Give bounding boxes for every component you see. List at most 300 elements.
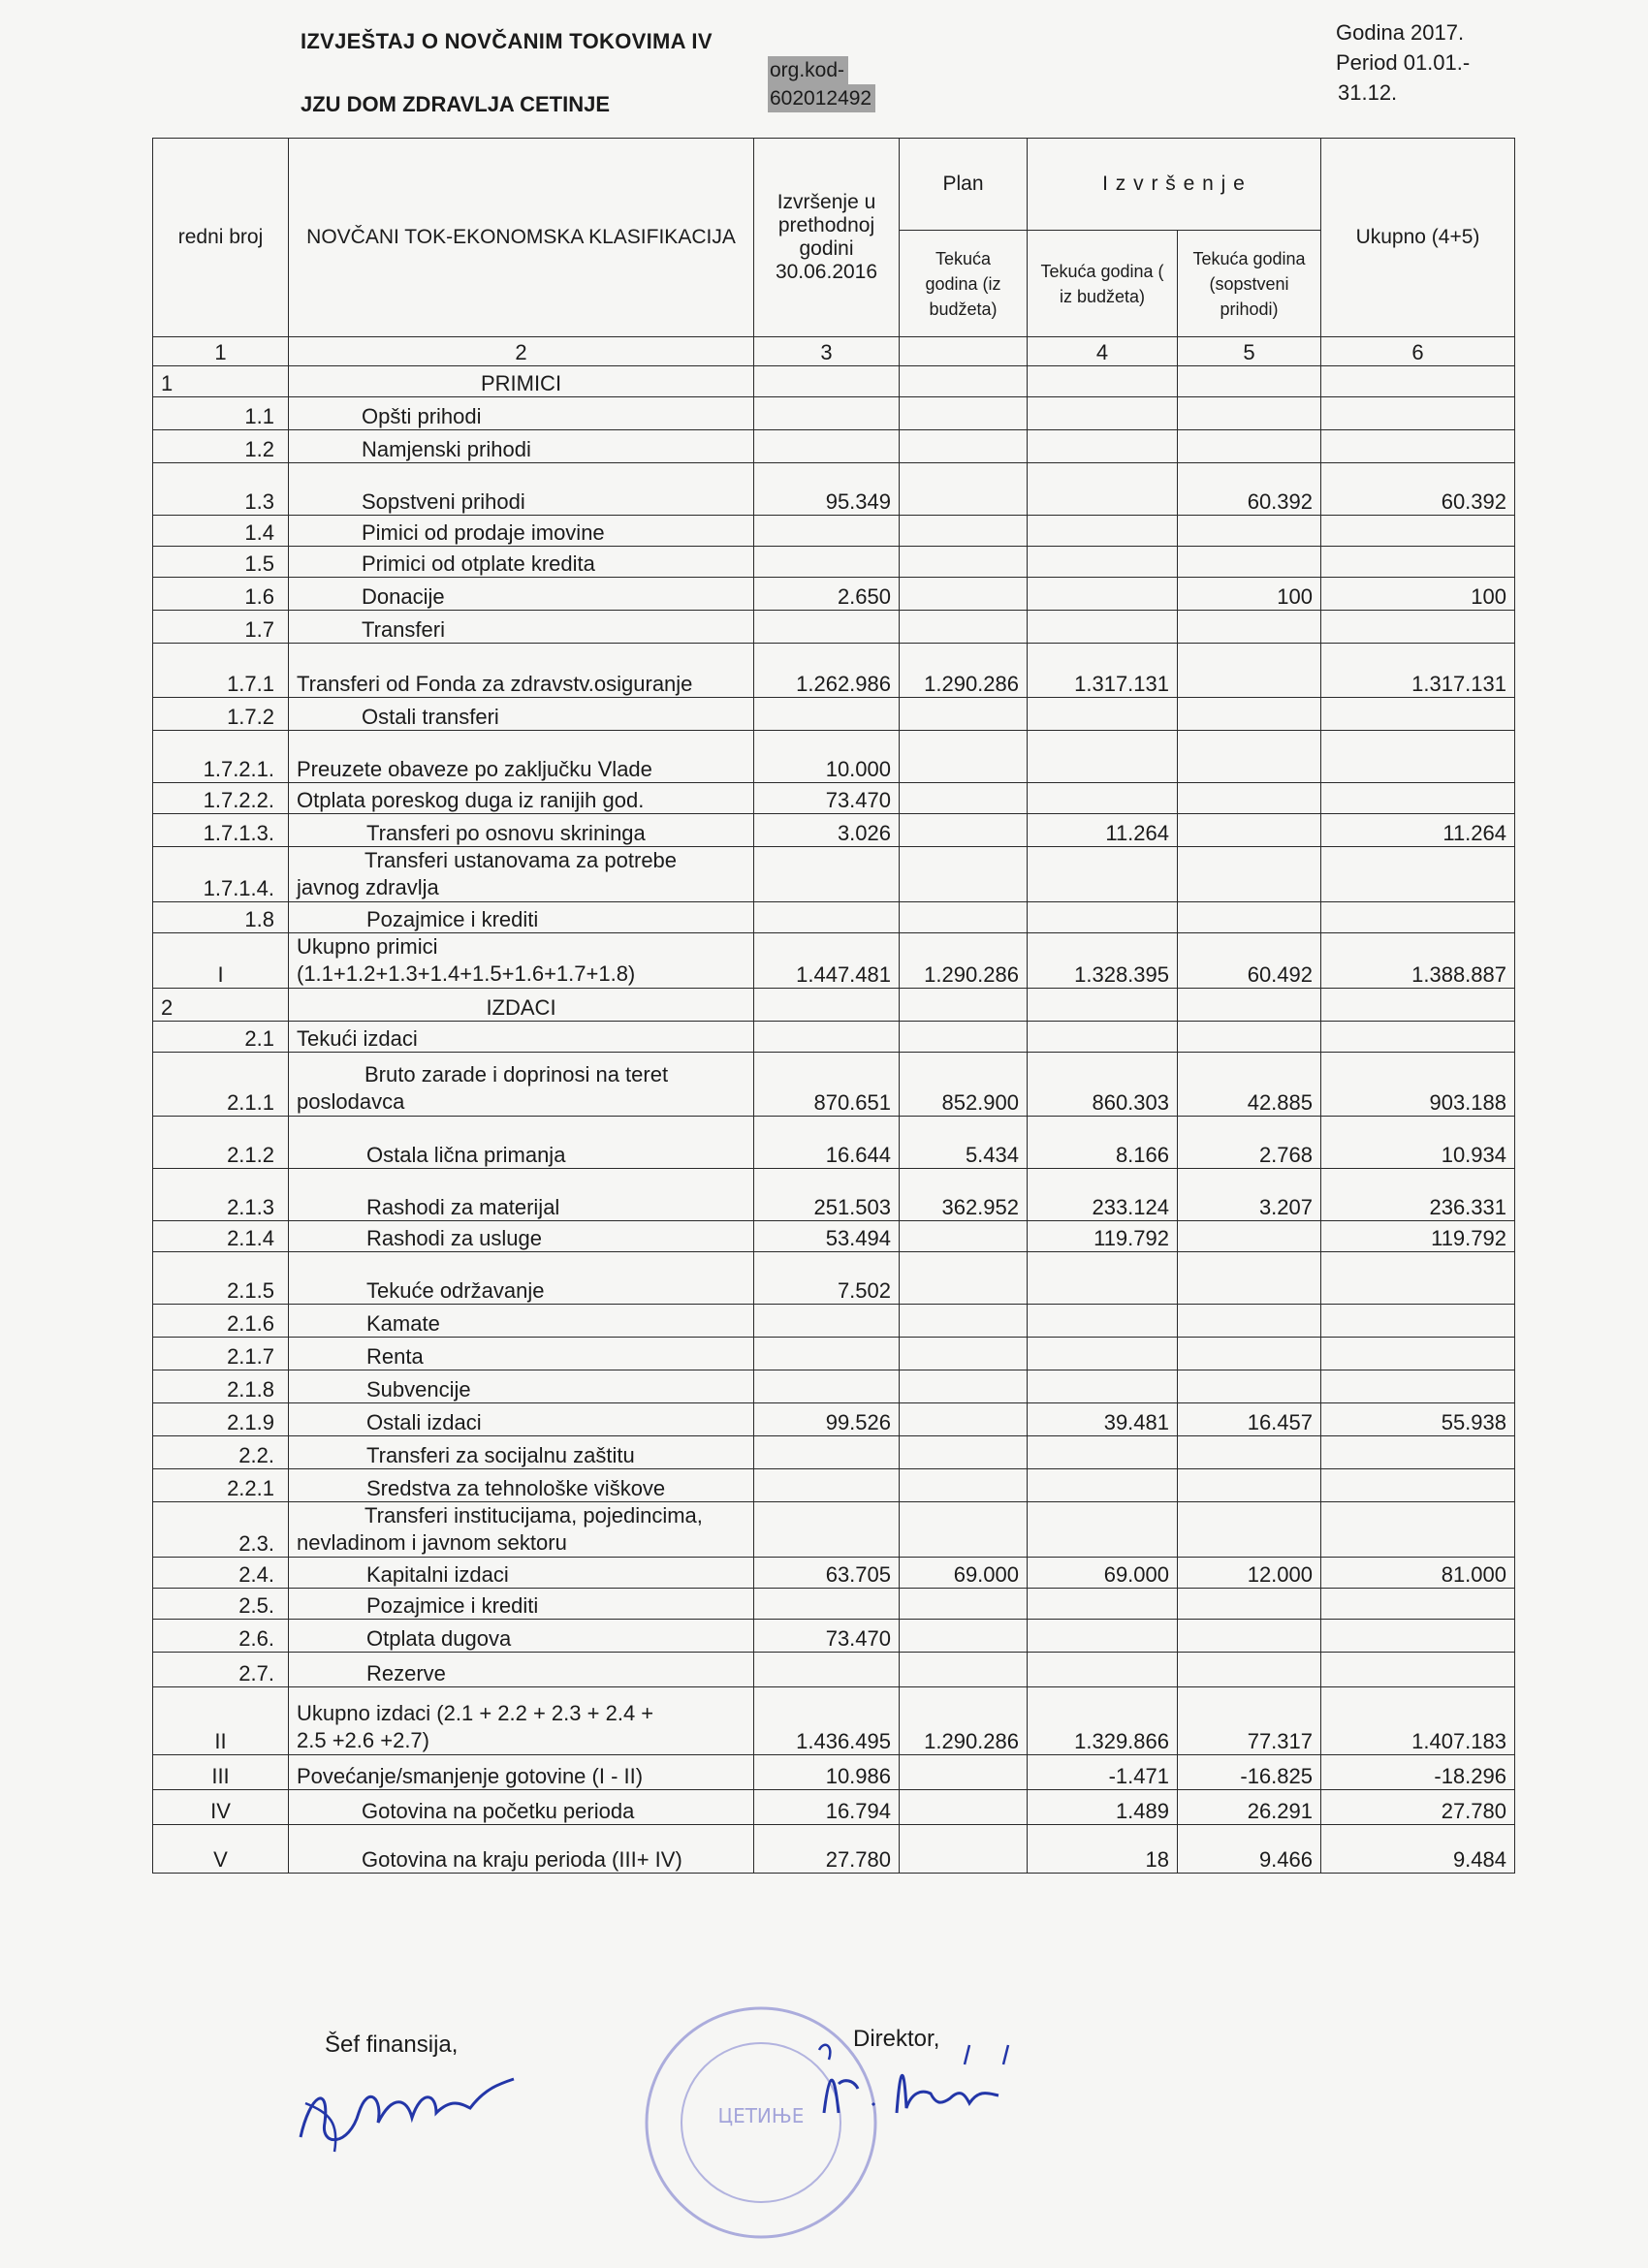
value-tot <box>1321 1589 1515 1620</box>
row-label-line: Bruto zarade i doprinosi na teret <box>364 1062 669 1087</box>
table-row <box>153 1169 1515 1221</box>
value-plan: 362.952 <box>900 1169 1028 1221</box>
value-bud <box>1028 1502 1178 1558</box>
value-sop: 9.466 <box>1178 1825 1321 1874</box>
table-row <box>153 902 1515 933</box>
value-plan <box>900 1755 1028 1790</box>
row-label: Gotovina na početku perioda <box>289 1790 754 1825</box>
value-prev: 251.503 <box>754 1169 900 1221</box>
value-sop <box>1178 1221 1321 1252</box>
row-label: Donacije <box>289 578 754 611</box>
table-row <box>153 547 1515 578</box>
value-tot <box>1321 547 1515 578</box>
value-sop <box>1178 698 1321 731</box>
value-sop <box>1178 611 1321 644</box>
row-label: Subvencije <box>289 1370 754 1403</box>
row-number: 1.7.1.4. <box>153 847 289 902</box>
table-row <box>153 1589 1515 1620</box>
value-sop: 42.885 <box>1178 1053 1321 1117</box>
value-plan <box>900 547 1028 578</box>
value-plan <box>900 1502 1028 1558</box>
table-row <box>153 1338 1515 1370</box>
row-number: 1.7.2 <box>153 698 289 731</box>
row-number: III <box>153 1755 289 1790</box>
row-number: 2.2.1 <box>153 1469 289 1502</box>
org-code-label: org.kod- <box>768 56 848 84</box>
table-row <box>153 1653 1515 1687</box>
value-tot: 1.317.131 <box>1321 644 1515 698</box>
value-plan <box>900 1436 1028 1469</box>
value-prev <box>754 516 900 547</box>
value-bud <box>1028 1022 1178 1053</box>
value-bud: 11.264 <box>1028 814 1178 847</box>
value-prev: 1.262.986 <box>754 644 900 698</box>
value-bud <box>1028 1338 1178 1370</box>
value-tot: 236.331 <box>1321 1169 1515 1221</box>
table-row <box>153 1558 1515 1589</box>
value-plan <box>900 430 1028 463</box>
value-prev: 53.494 <box>754 1221 900 1252</box>
org-code-value: 602012492 <box>768 84 875 112</box>
value-tot: 11.264 <box>1321 814 1515 847</box>
value-prev: 2.650 <box>754 578 900 611</box>
value-tot <box>1321 847 1515 902</box>
header-klasifikacija: NOVČANI TOK-EKONOMSKA KLASIFIKACIJA <box>289 139 754 337</box>
row-label: Transferi <box>289 611 754 644</box>
value-plan <box>900 1825 1028 1874</box>
value-prev: 99.526 <box>754 1403 900 1436</box>
value-bud <box>1028 547 1178 578</box>
value-tot: 60.392 <box>1321 463 1515 516</box>
value-prev <box>754 1436 900 1469</box>
value-plan <box>900 902 1028 933</box>
value-sop: 60.392 <box>1178 463 1321 516</box>
value-tot: 27.780 <box>1321 1790 1515 1825</box>
value-bud <box>1028 989 1178 1022</box>
row-number: 2.1.2 <box>153 1117 289 1169</box>
table-row <box>153 1436 1515 1469</box>
value-sop <box>1178 1653 1321 1687</box>
value-bud <box>1028 611 1178 644</box>
value-tot <box>1321 1653 1515 1687</box>
org-code <box>768 56 875 112</box>
director-label: Direktor, <box>853 2026 940 2052</box>
value-tot <box>1321 397 1515 430</box>
value-tot <box>1321 1620 1515 1653</box>
value-tot <box>1321 611 1515 644</box>
value-prev: 73.470 <box>754 1620 900 1653</box>
report-title: IZVJEŠTAJ O NOVČANIM TOKOVIMA IV <box>301 29 713 53</box>
value-plan <box>900 1589 1028 1620</box>
value-sop <box>1178 1469 1321 1502</box>
row-label-line: Transferi institucijama, pojedincima, <box>364 1503 703 1528</box>
value-bud: 69.000 <box>1028 1558 1178 1589</box>
value-plan <box>900 1790 1028 1825</box>
row-label: Transferi od Fonda za zdravstv.osiguranje <box>289 644 754 698</box>
value-sop <box>1178 430 1321 463</box>
value-prev: 10.986 <box>754 1755 900 1790</box>
row-label <box>289 1053 754 1117</box>
row-number: V <box>153 1825 289 1874</box>
row-label: Namjenski prihodi <box>289 430 754 463</box>
table-row <box>153 463 1515 516</box>
row-number: 1.6 <box>153 578 289 611</box>
value-sop <box>1178 644 1321 698</box>
value-tot: 100 <box>1321 578 1515 611</box>
row-label: Otplata dugova <box>289 1620 754 1653</box>
row-number: IV <box>153 1790 289 1825</box>
row-label: Primici od otplate kredita <box>289 547 754 578</box>
row-label: Pozajmice i krediti <box>289 1589 754 1620</box>
value-prev: 16.644 <box>754 1117 900 1169</box>
value-plan <box>900 578 1028 611</box>
table-body <box>153 366 1515 1874</box>
value-tot <box>1321 1252 1515 1305</box>
value-sop: 12.000 <box>1178 1558 1321 1589</box>
header-redni-broj: redni broj <box>153 139 289 337</box>
table-row <box>153 1053 1515 1117</box>
table-row <box>153 366 1515 397</box>
value-plan: 1.290.286 <box>900 1687 1028 1755</box>
col-number: 6 <box>1321 337 1515 366</box>
value-plan <box>900 1305 1028 1338</box>
header-izvrsenje-budzet: Tekuća godina ( iz budžeta) <box>1028 231 1178 337</box>
header-izvrsenje: I z v r š e n j e <box>1028 139 1321 231</box>
value-plan: 5.434 <box>900 1117 1028 1169</box>
value-plan <box>900 1620 1028 1653</box>
value-prev: 7.502 <box>754 1252 900 1305</box>
value-sop <box>1178 731 1321 783</box>
row-label: Rashodi za usluge <box>289 1221 754 1252</box>
row-number: 2 <box>153 989 289 1022</box>
value-prev <box>754 1370 900 1403</box>
row-label-line: nevladinom i javnom sektoru <box>297 1530 567 1555</box>
value-plan <box>900 1252 1028 1305</box>
value-plan <box>900 397 1028 430</box>
table-row <box>153 516 1515 547</box>
row-label: Rezerve <box>289 1653 754 1687</box>
row-label: Tekući izdaci <box>289 1022 754 1053</box>
value-prev <box>754 1589 900 1620</box>
col-number: 2 <box>289 337 754 366</box>
row-number: 2.1.5 <box>153 1252 289 1305</box>
value-tot <box>1321 1502 1515 1558</box>
value-prev: 27.780 <box>754 1825 900 1874</box>
table-row <box>153 1117 1515 1169</box>
table-row <box>153 1221 1515 1252</box>
col-number: 3 <box>754 337 900 366</box>
value-tot <box>1321 731 1515 783</box>
value-bud: 39.481 <box>1028 1403 1178 1436</box>
table-row <box>153 731 1515 783</box>
row-number: 1.7.2.2. <box>153 783 289 814</box>
row-number: 2.2. <box>153 1436 289 1469</box>
value-sop <box>1178 1252 1321 1305</box>
value-sop <box>1178 397 1321 430</box>
header-plan-sub: Tekuća godina (iz budžeta) <box>900 231 1028 337</box>
row-label: Ostali transferi <box>289 698 754 731</box>
value-sop <box>1178 1502 1321 1558</box>
head-of-finance-label: Šef finansija, <box>325 2032 459 2058</box>
value-sop <box>1178 366 1321 397</box>
row-number: 1.5 <box>153 547 289 578</box>
table-row <box>153 1755 1515 1790</box>
table-row <box>153 1370 1515 1403</box>
value-prev <box>754 698 900 731</box>
value-plan <box>900 1653 1028 1687</box>
row-label: Kapitalni izdaci <box>289 1558 754 1589</box>
value-sop <box>1178 1370 1321 1403</box>
value-bud <box>1028 463 1178 516</box>
row-number: 2.4. <box>153 1558 289 1589</box>
value-plan <box>900 1022 1028 1053</box>
table-row <box>153 1620 1515 1653</box>
row-label: IZDACI <box>289 989 754 1022</box>
value-sop <box>1178 547 1321 578</box>
year-period <box>1336 17 1470 108</box>
table-row <box>153 397 1515 430</box>
header-izvrsenje-prethodna: Izvršenje u prethodnoj godini 30.06.2016 <box>754 139 900 337</box>
value-sop <box>1178 1620 1321 1653</box>
row-label: Ostali izdaci <box>289 1403 754 1436</box>
value-bud: -1.471 <box>1028 1755 1178 1790</box>
value-prev: 95.349 <box>754 463 900 516</box>
value-tot <box>1321 1370 1515 1403</box>
table-row <box>153 933 1515 989</box>
value-bud: 1.329.866 <box>1028 1687 1178 1755</box>
value-bud <box>1028 366 1178 397</box>
value-sop: 26.291 <box>1178 1790 1321 1825</box>
value-plan <box>900 989 1028 1022</box>
value-bud: 860.303 <box>1028 1053 1178 1117</box>
value-tot: 55.938 <box>1321 1403 1515 1436</box>
value-plan <box>900 1370 1028 1403</box>
value-sop: 60.492 <box>1178 933 1321 989</box>
value-sop: 3.207 <box>1178 1169 1321 1221</box>
col-number: 4 <box>1028 337 1178 366</box>
value-prev <box>754 430 900 463</box>
row-label: Povećanje/smanjenje gotovine (I - II) <box>289 1755 754 1790</box>
row-label-line: Ukupno izdaci (2.1 + 2.2 + 2.3 + 2.4 + <box>297 1701 654 1725</box>
row-number: 2.1 <box>153 1022 289 1053</box>
table-row <box>153 430 1515 463</box>
value-bud <box>1028 847 1178 902</box>
row-number: 2.1.9 <box>153 1403 289 1436</box>
value-tot: 9.484 <box>1321 1825 1515 1874</box>
row-label: Otplata poreskog duga iz ranijih god. <box>289 783 754 814</box>
value-sop <box>1178 1338 1321 1370</box>
value-tot <box>1321 1338 1515 1370</box>
row-number: 2.1.6 <box>153 1305 289 1338</box>
value-sop <box>1178 1305 1321 1338</box>
row-label: Tekuće održavanje <box>289 1252 754 1305</box>
value-plan <box>900 611 1028 644</box>
value-prev <box>754 366 900 397</box>
value-prev: 870.651 <box>754 1053 900 1117</box>
value-plan <box>900 1403 1028 1436</box>
value-sop <box>1178 1022 1321 1053</box>
row-label: Sredstva za tehnološke viškove <box>289 1469 754 1502</box>
value-sop: 2.768 <box>1178 1117 1321 1169</box>
value-plan: 1.290.286 <box>900 933 1028 989</box>
row-label <box>289 1687 754 1755</box>
table-row <box>153 698 1515 731</box>
value-prev <box>754 547 900 578</box>
value-tot: 119.792 <box>1321 1221 1515 1252</box>
col-number: 5 <box>1178 337 1321 366</box>
row-number: 2.3. <box>153 1502 289 1558</box>
value-sop: -16.825 <box>1178 1755 1321 1790</box>
value-bud: 1.317.131 <box>1028 644 1178 698</box>
value-plan <box>900 366 1028 397</box>
value-plan <box>900 463 1028 516</box>
row-number: 2.1.3 <box>153 1169 289 1221</box>
value-prev <box>754 1469 900 1502</box>
row-label: Transferi za socijalnu zaštitu <box>289 1436 754 1469</box>
value-sop <box>1178 516 1321 547</box>
table-row <box>153 1790 1515 1825</box>
value-plan <box>900 814 1028 847</box>
value-prev <box>754 1502 900 1558</box>
row-label-line: 2.5 +2.6 +2.7) <box>297 1728 429 1752</box>
value-prev: 10.000 <box>754 731 900 783</box>
row-number: 1.2 <box>153 430 289 463</box>
value-tot <box>1321 1305 1515 1338</box>
table-row <box>153 644 1515 698</box>
year: Godina 2017. <box>1336 20 1465 45</box>
value-tot: -18.296 <box>1321 1755 1515 1790</box>
table-row <box>153 1305 1515 1338</box>
value-tot <box>1321 902 1515 933</box>
value-bud <box>1028 698 1178 731</box>
table-row <box>153 1502 1515 1558</box>
row-number: 1.3 <box>153 463 289 516</box>
table-row <box>153 611 1515 644</box>
row-number: 1.4 <box>153 516 289 547</box>
value-bud <box>1028 1252 1178 1305</box>
row-number: 2.1.4 <box>153 1221 289 1252</box>
value-bud: 233.124 <box>1028 1169 1178 1221</box>
value-prev: 16.794 <box>754 1790 900 1825</box>
row-label: PRIMICI <box>289 366 754 397</box>
value-prev <box>754 611 900 644</box>
value-tot <box>1321 783 1515 814</box>
row-number: 2.5. <box>153 1589 289 1620</box>
row-number: 1.1 <box>153 397 289 430</box>
value-plan <box>900 847 1028 902</box>
row-label: Rashodi za materijal <box>289 1169 754 1221</box>
row-label: Pozajmice i krediti <box>289 902 754 933</box>
value-bud: 18 <box>1028 1825 1178 1874</box>
value-bud: 8.166 <box>1028 1117 1178 1169</box>
table-row <box>153 578 1515 611</box>
row-number: 1.7.1.3. <box>153 814 289 847</box>
header-plan: Plan <box>900 139 1028 231</box>
value-sop: 100 <box>1178 578 1321 611</box>
value-plan <box>900 1469 1028 1502</box>
value-sop <box>1178 902 1321 933</box>
value-bud <box>1028 1469 1178 1502</box>
value-prev <box>754 1305 900 1338</box>
row-label-line: (1.1+1.2+1.3+1.4+1.5+1.6+1.7+1.8) <box>297 961 636 986</box>
period-line-1: Period 01.01.- <box>1336 50 1471 75</box>
row-number: 2.1.8 <box>153 1370 289 1403</box>
value-sop <box>1178 783 1321 814</box>
stamp-text: ЦЕТИЊЕ <box>717 2104 805 2127</box>
row-number: II <box>153 1687 289 1755</box>
value-bud: 1.328.395 <box>1028 933 1178 989</box>
row-label-line: Ukupno primici <box>297 934 438 959</box>
value-prev: 3.026 <box>754 814 900 847</box>
value-sop <box>1178 1589 1321 1620</box>
value-tot <box>1321 1469 1515 1502</box>
table-row <box>153 1252 1515 1305</box>
row-label: Kamate <box>289 1305 754 1338</box>
row-number: 1.7.1 <box>153 644 289 698</box>
row-label: Transferi po osnovu skrininga <box>289 814 754 847</box>
value-tot: 1.388.887 <box>1321 933 1515 989</box>
row-number: 2.6. <box>153 1620 289 1653</box>
row-number: 2.7. <box>153 1653 289 1687</box>
value-sop: 77.317 <box>1178 1687 1321 1755</box>
row-label: Opšti prihodi <box>289 397 754 430</box>
value-plan <box>900 1338 1028 1370</box>
row-label <box>289 1502 754 1558</box>
value-sop <box>1178 989 1321 1022</box>
value-prev <box>754 1653 900 1687</box>
row-label-line: poslodavca <box>297 1089 405 1114</box>
value-tot <box>1321 698 1515 731</box>
value-prev <box>754 1022 900 1053</box>
row-label: Renta <box>289 1338 754 1370</box>
value-sop: 16.457 <box>1178 1403 1321 1436</box>
header-izvrsenje-sopstveni: Tekuća godina (sopstveni prihodi) <box>1178 231 1321 337</box>
value-bud: 1.489 <box>1028 1790 1178 1825</box>
row-number: 1.7 <box>153 611 289 644</box>
value-plan <box>900 698 1028 731</box>
col-number <box>900 337 1028 366</box>
table-row <box>153 1403 1515 1436</box>
value-bud <box>1028 578 1178 611</box>
value-bud <box>1028 1653 1178 1687</box>
table-row <box>153 1022 1515 1053</box>
row-label <box>289 933 754 989</box>
value-tot <box>1321 430 1515 463</box>
value-bud <box>1028 783 1178 814</box>
row-label: Gotovina na kraju perioda (III+ IV) <box>289 1825 754 1874</box>
value-bud <box>1028 1436 1178 1469</box>
value-plan <box>900 1221 1028 1252</box>
value-prev <box>754 397 900 430</box>
table-row <box>153 847 1515 902</box>
value-plan <box>900 783 1028 814</box>
value-bud <box>1028 397 1178 430</box>
row-label-line: javnog zdravlja <box>297 875 439 899</box>
value-tot <box>1321 989 1515 1022</box>
value-tot <box>1321 516 1515 547</box>
header-ukupno: Ukupno (4+5) <box>1321 139 1515 337</box>
row-label: Sopstveni prihodi <box>289 463 754 516</box>
table-row <box>153 1469 1515 1502</box>
value-bud <box>1028 731 1178 783</box>
table-row <box>153 989 1515 1022</box>
row-label: Preuzete obaveze po zaključku Vlade <box>289 731 754 783</box>
row-number: 1.8 <box>153 902 289 933</box>
value-tot <box>1321 1436 1515 1469</box>
value-prev: 63.705 <box>754 1558 900 1589</box>
table-row <box>153 814 1515 847</box>
value-prev: 1.447.481 <box>754 933 900 989</box>
